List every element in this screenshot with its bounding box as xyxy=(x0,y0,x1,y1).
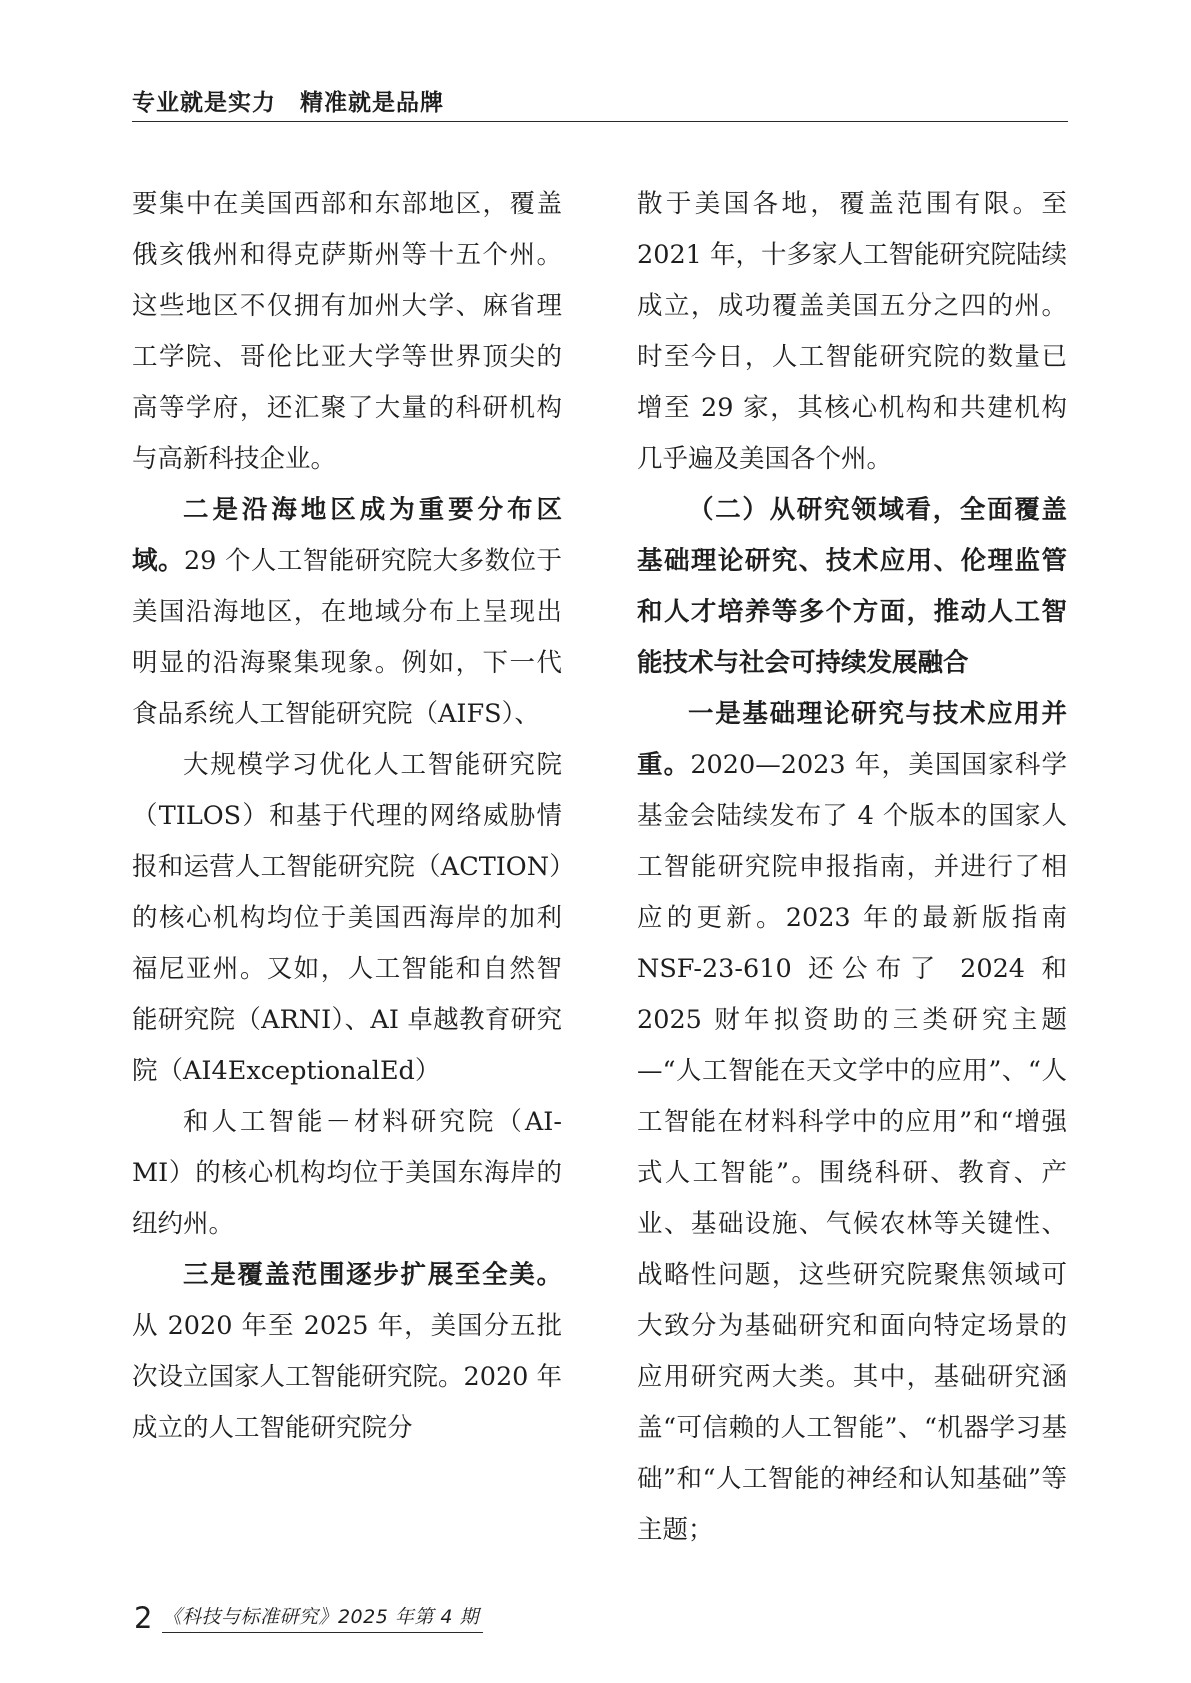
right-paragraph-2-text: 2020—2023 年，美国国家科学基金会陆续发布了 4 个版本的国家人工智能研究院申报指南，并进行了相应的更新。2023 年的最新版指南 NSF-23-610 还公布了 2024 和 2025 财年拟资助的三类研究主题—“人工智能在天文学中的应用”、“人工智能在材料科学中的应用”和“增强式人工智能”。围绕科研、教育、产业、基础设施、气候农林等关键性、战略性问题，这些研究院聚焦领域可大致分为基础研究和面向特定场景的应用研究两大类。其中，基础研究涵盖“可信赖的人工智能”、“机器学习基础”和“人工智能的神经和认知基础”等主题； xyxy=(637,750,1067,1545)
left-paragraph-2-lead: 二是沿海地区成为重要分布区域。 xyxy=(132,495,562,576)
right-paragraph-1: 散于美国各地，覆盖范围有限。至 2021 年，十多家人工智能研究院陆续成立，成功覆盖美国五分之四的州。时至今日，人工智能研究院的数量已增至 29 家，其核心机构和共建机构几乎遍及美国各个州。 xyxy=(637,189,1068,474)
left-paragraph-2 xyxy=(132,485,562,740)
header-rule xyxy=(132,121,1068,122)
journal-title: 《科技与标准研究》2025 年第 4 期 xyxy=(162,1602,483,1633)
left-column xyxy=(132,179,562,1454)
left-paragraph-4: 和人工智能－材料研究院（AI-MI）的核心机构均位于美国东海岸的纽约州。 xyxy=(132,1107,562,1239)
left-paragraph-5-text: 从 2020 年至 2025 年，美国分五批次设立国家人工智能研究院。2020 年成立的人工智能研究院分 xyxy=(132,1311,563,1443)
right-paragraph-2-lead: 一是基础理论研究与技术应用并重。 xyxy=(637,699,1067,780)
header-slogan-2: 精准就是品牌 xyxy=(300,90,444,116)
right-column xyxy=(637,179,1067,1556)
left-paragraph-2-text: 29 个人工智能研究院大多数位于美国沿海地区，在地域分布上呈现出明显的沿海聚集现象。例如，下一代食品系统人工智能研究院（AIFS）、 xyxy=(132,546,562,729)
header-slogan-1: 专业就是实力 xyxy=(132,90,276,116)
page-number: 2 xyxy=(134,1601,153,1635)
page-header xyxy=(132,84,1068,117)
left-paragraph-5 xyxy=(132,1250,562,1454)
left-paragraph-3: 大规模学习优化人工智能研究院（TILOS）和基于代理的网络威胁情报和运营人工智能研究院（ACTION）的核心机构均位于美国西海岸的加利福尼亚州。又如，人工智能和自然智能研究院（ARNI）、AI 卓越教育研究院（AI4ExceptionalEd） xyxy=(132,750,562,1086)
right-paragraph-2 xyxy=(637,689,1067,1556)
section-heading: （二）从研究领域看，全面覆盖基础理论研究、技术应用、伦理监管和人才培养等多个方面，推动人工智能技术与社会可持续发展融合 xyxy=(637,495,1067,678)
page-footer xyxy=(134,1602,483,1633)
left-paragraph-5-lead: 三是覆盖范围逐步扩展至全美。 xyxy=(183,1260,562,1290)
left-paragraph-1: 要集中在美国西部和东部地区，覆盖俄亥俄州和得克萨斯州等十五个州。这些地区不仅拥有加州大学、麻省理工学院、哥伦比亚大学等世界顶尖的高等学府，还汇聚了大量的科研机构与高新科技企业。 xyxy=(132,189,562,474)
